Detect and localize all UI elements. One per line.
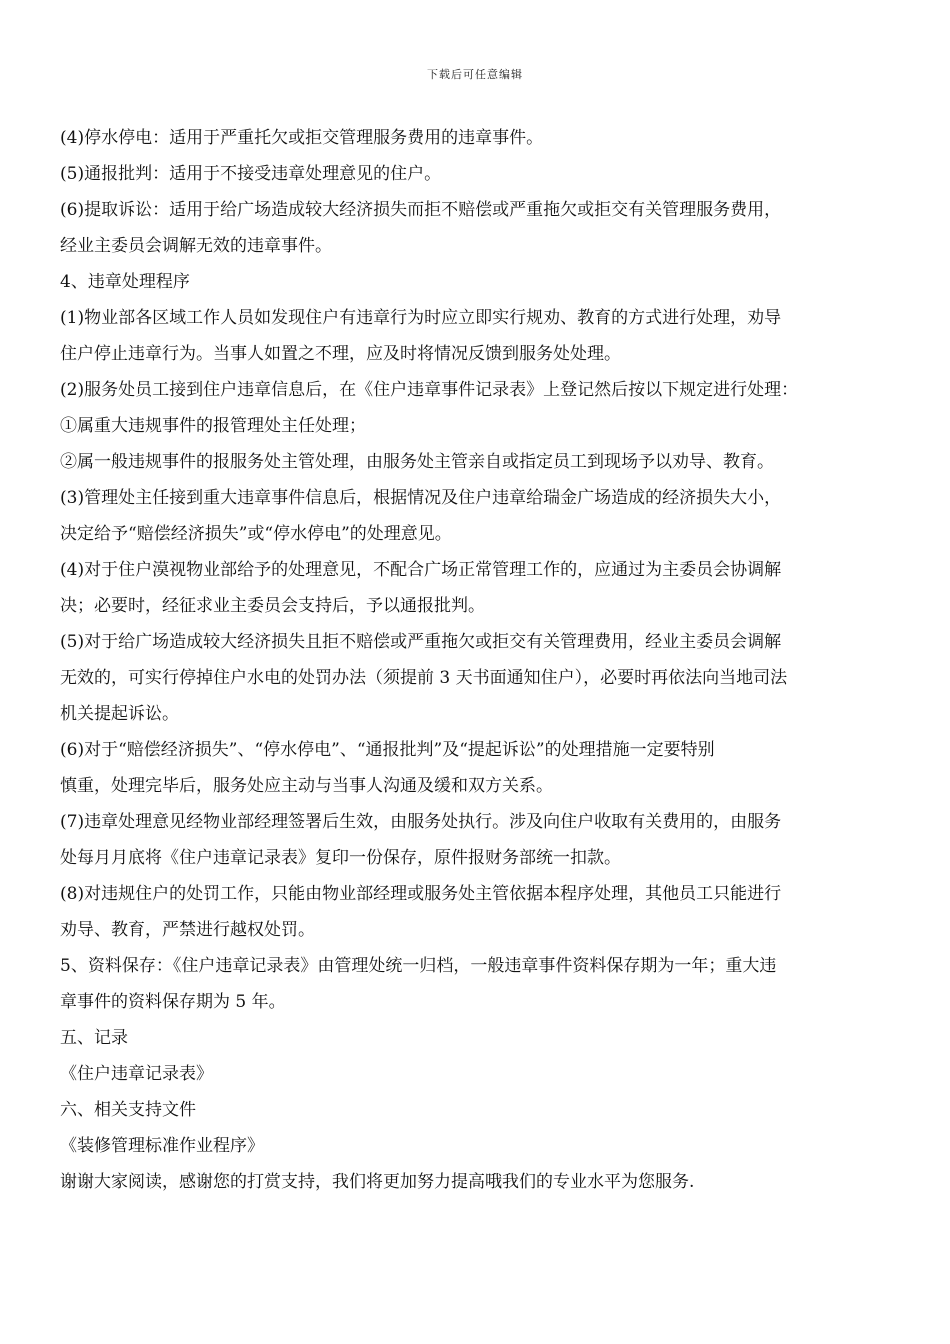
text-line: 《住户违章记录表》	[60, 1064, 213, 1084]
text-line: 机关提起诉讼。	[60, 704, 179, 724]
text-line: 劝导、教育，严禁进行越权处罚。	[60, 920, 315, 940]
text-line: (5)通报批判：适用于不接受违章处理意见的住户。	[60, 164, 442, 184]
page-header: 下载后可任意编辑	[427, 68, 523, 81]
text-line: ②属一般违规事件的报服务处主管处理，由服务处主管亲自或指定员工到现场予以劝导、教育。	[60, 452, 774, 472]
text-line: 决；必要时，经征求业主委员会支持后，予以通报批判。	[60, 596, 485, 616]
text-line: 《装修管理标准作业程序》	[60, 1136, 264, 1156]
text-line: 无效的，可实行停掉住户水电的处罚办法（须提前 3 天书面通知住户），必要时再依法向当地司法	[60, 668, 788, 688]
text-line: (5)对于给广场造成较大经济损失且拒不赔偿或严重拖欠或拒交有关管理费用，经业主委员会调解	[60, 632, 782, 652]
text-line: (8)对违规住户的处罚工作，只能由物业部经理或服务处主管依据本程序处理，其他员工只能进行	[60, 884, 782, 904]
text-line: (3)管理处主任接到重大违章事件信息后，根据情况及住户违章给瑞金广场造成的经济损失大小，	[60, 488, 782, 508]
text-line: ①属重大违规事件的报管理处主任处理；	[60, 416, 366, 436]
document-body	[60, 120, 882, 1200]
text-line: 5、资料保存：《住户违章记录表》由管理处统一归档，一般违章事件资料保存期为一年；重大违	[60, 956, 777, 976]
text-line: 住户停止违章行为。当事人如置之不理，应及时将情况反馈到服务处处理。	[60, 344, 621, 364]
text-line: (4)停水停电：适用于严重托欠或拒交管理服务费用的违章事件。	[60, 128, 544, 148]
text-line: (4)对于住户漠视物业部给予的处理意见，不配合广场正常管理工作的，应通过为主委员会协调解	[60, 560, 782, 580]
text-line: 决定给予“赔偿经济损失”或“停水停电”的处理意见。	[60, 524, 452, 544]
text-line: 慎重，处理完毕后，服务处应主动与当事人沟通及缓和双方关系。	[60, 776, 553, 796]
section-heading: 4、违章处理程序	[60, 272, 190, 292]
text-line: 经业主委员会调解无效的违章事件。	[60, 236, 332, 256]
section-heading: 五、记录	[60, 1028, 128, 1048]
closing-line: 谢谢大家阅读，感谢您的打赏支持，我们将更加努力提高哦我们的专业水平为您服务.	[60, 1172, 695, 1192]
text-line: (2)服务处员工接到住户违章信息后，在《住户违章事件记录表》上登记然后按以下规定进行处理：	[60, 380, 799, 400]
text-line: 处每月月底将《住户违章记录表》复印一份保存，原件报财务部统一扣款。	[60, 848, 621, 868]
text-line: (7)违章处理意见经物业部经理签署后生效，由服务处执行。涉及向住户收取有关费用的，由服务	[60, 812, 782, 832]
text-line: (6)对于“赔偿经济损失”、“停水停电”、“通报批判”及“提起诉讼”的处理措施一定要特别	[60, 740, 715, 760]
text-line: (6)提取诉讼：适用于给广场造成较大经济损失而拒不赔偿或严重拖欠或拒交有关管理服务费用，	[60, 200, 782, 220]
section-heading: 六、相关支持文件	[60, 1100, 196, 1120]
text-line: 章事件的资料保存期为 5 年。	[60, 992, 286, 1012]
text-line: (1)物业部各区域工作人员如发现住户有违章行为时应立即实行规劝、教育的方式进行处理，劝导	[60, 308, 782, 328]
